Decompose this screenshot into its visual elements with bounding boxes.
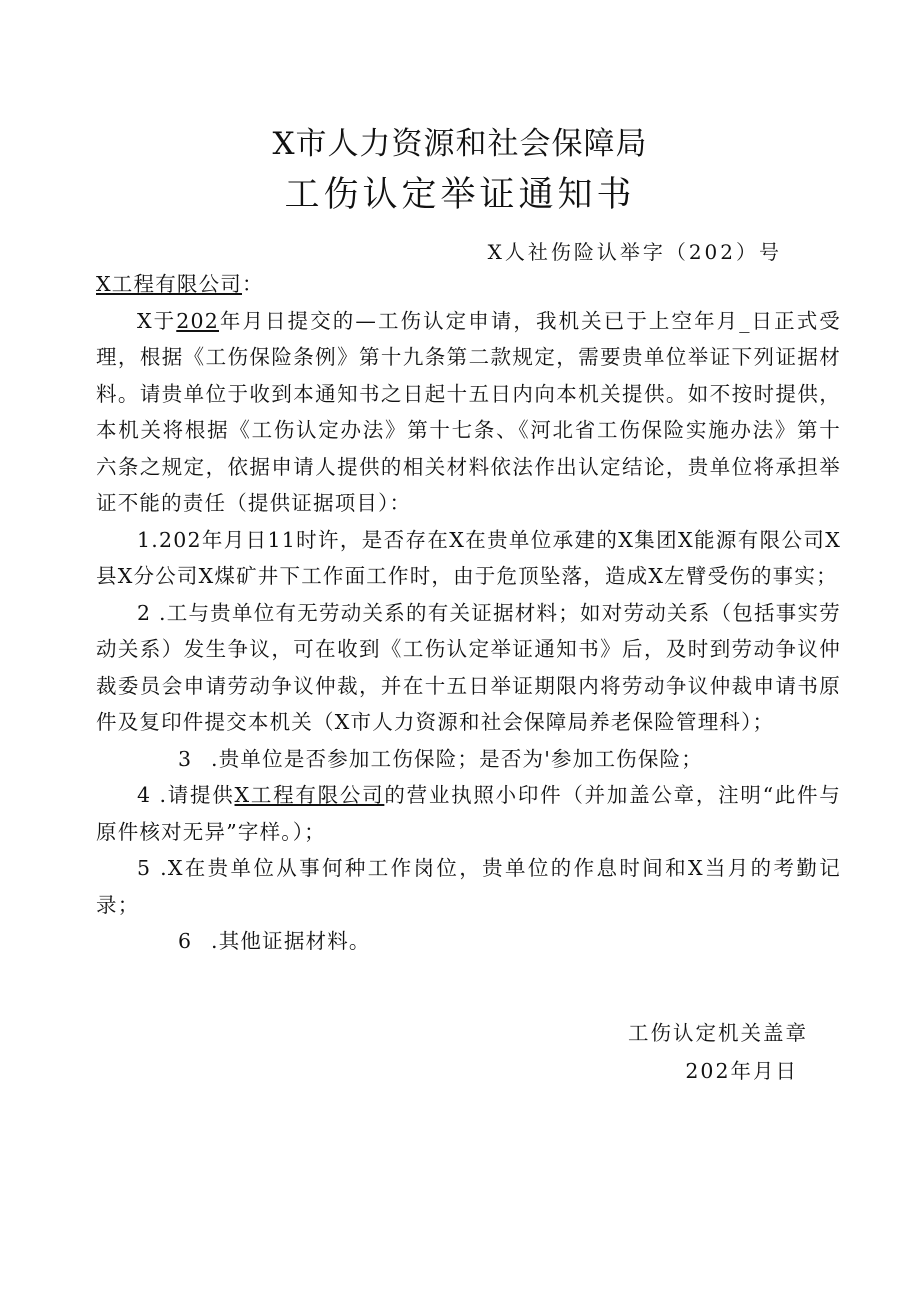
- intro-part2: 年月日提交的—工伤认定申请，我机关已于上空年月_日正式受理，根据《工伤保险条例》第十九条第二款规定，需要贵单位举证下列证据材料。请贵单位于收到本通知书之日起十五日内向本机关提供。如不按时提供，本机关将根据《工伤认定办法》第十七条、《河北省工伤保险实施办法》第十六条之规定，依据申请人提供的相关材料依法作出认定结论，贵单位将承担举证不能的责任（提供证据项目）：: [96, 308, 841, 515]
- item-4-prefix: 4 .请提供: [137, 783, 235, 807]
- item-6-number: 6: [178, 929, 193, 953]
- intro-paragraph: [96, 303, 841, 522]
- document-number: X人社伤险认举字（202）号: [487, 240, 782, 264]
- item-6: [96, 923, 841, 960]
- addressee-line: [96, 266, 841, 303]
- document-body: [96, 266, 841, 960]
- item-3-text: .贵单位是否参加工伤保险；是否为'参加工伤保险；: [211, 746, 703, 771]
- item-4-suffix: 的营业执照小印件（并加盖公章，注明“此件与原件核对无异”字样。）；: [96, 783, 841, 844]
- item-5: 5 .X在贵单位从事何种工作岗位，贵单位的作息时间和X当月的考勤记录；: [96, 856, 841, 917]
- item-3: [96, 741, 841, 778]
- addressee: X工程有限公司: [96, 272, 242, 296]
- addressee-colon: ：: [242, 272, 264, 296]
- agency-name: X市人力资源和社会保障局: [272, 126, 648, 162]
- item-1: 1.202年月日11时许，是否存在X在贵单位承建的X集团X能源有限公司X县X分公司X煤矿井下工作面工作时，由于危顶坠落，造成X左臂受伤的事实；: [96, 527, 841, 588]
- issue-date: 202年月日: [685, 1059, 798, 1083]
- seal-label: 工伤认定机关盖章: [628, 1021, 808, 1045]
- item-2: 2 .工与贵单位有无劳动关系的有关证据材料；如对劳动关系（包括事实劳动关系）发生争议，可在收到《工伤认定举证通知书》后，及时到劳动争议仲裁委员会申请劳动争议仲裁，并在十五日举证期限内将劳动争议仲裁申请书原件及复印件提交本机关（X市人力资源和社会保障局养老保险管理科）；: [96, 600, 841, 734]
- item-6-text: .其他证据材料。: [211, 929, 371, 953]
- document-title: 工伤认定举证通知书: [284, 175, 636, 215]
- item-4: [96, 777, 841, 850]
- item-4-company: X工程有限公司: [234, 783, 385, 807]
- item-3-number: 3: [178, 746, 193, 771]
- intro-part1: X于: [137, 308, 177, 333]
- intro-year: 202: [176, 308, 219, 333]
